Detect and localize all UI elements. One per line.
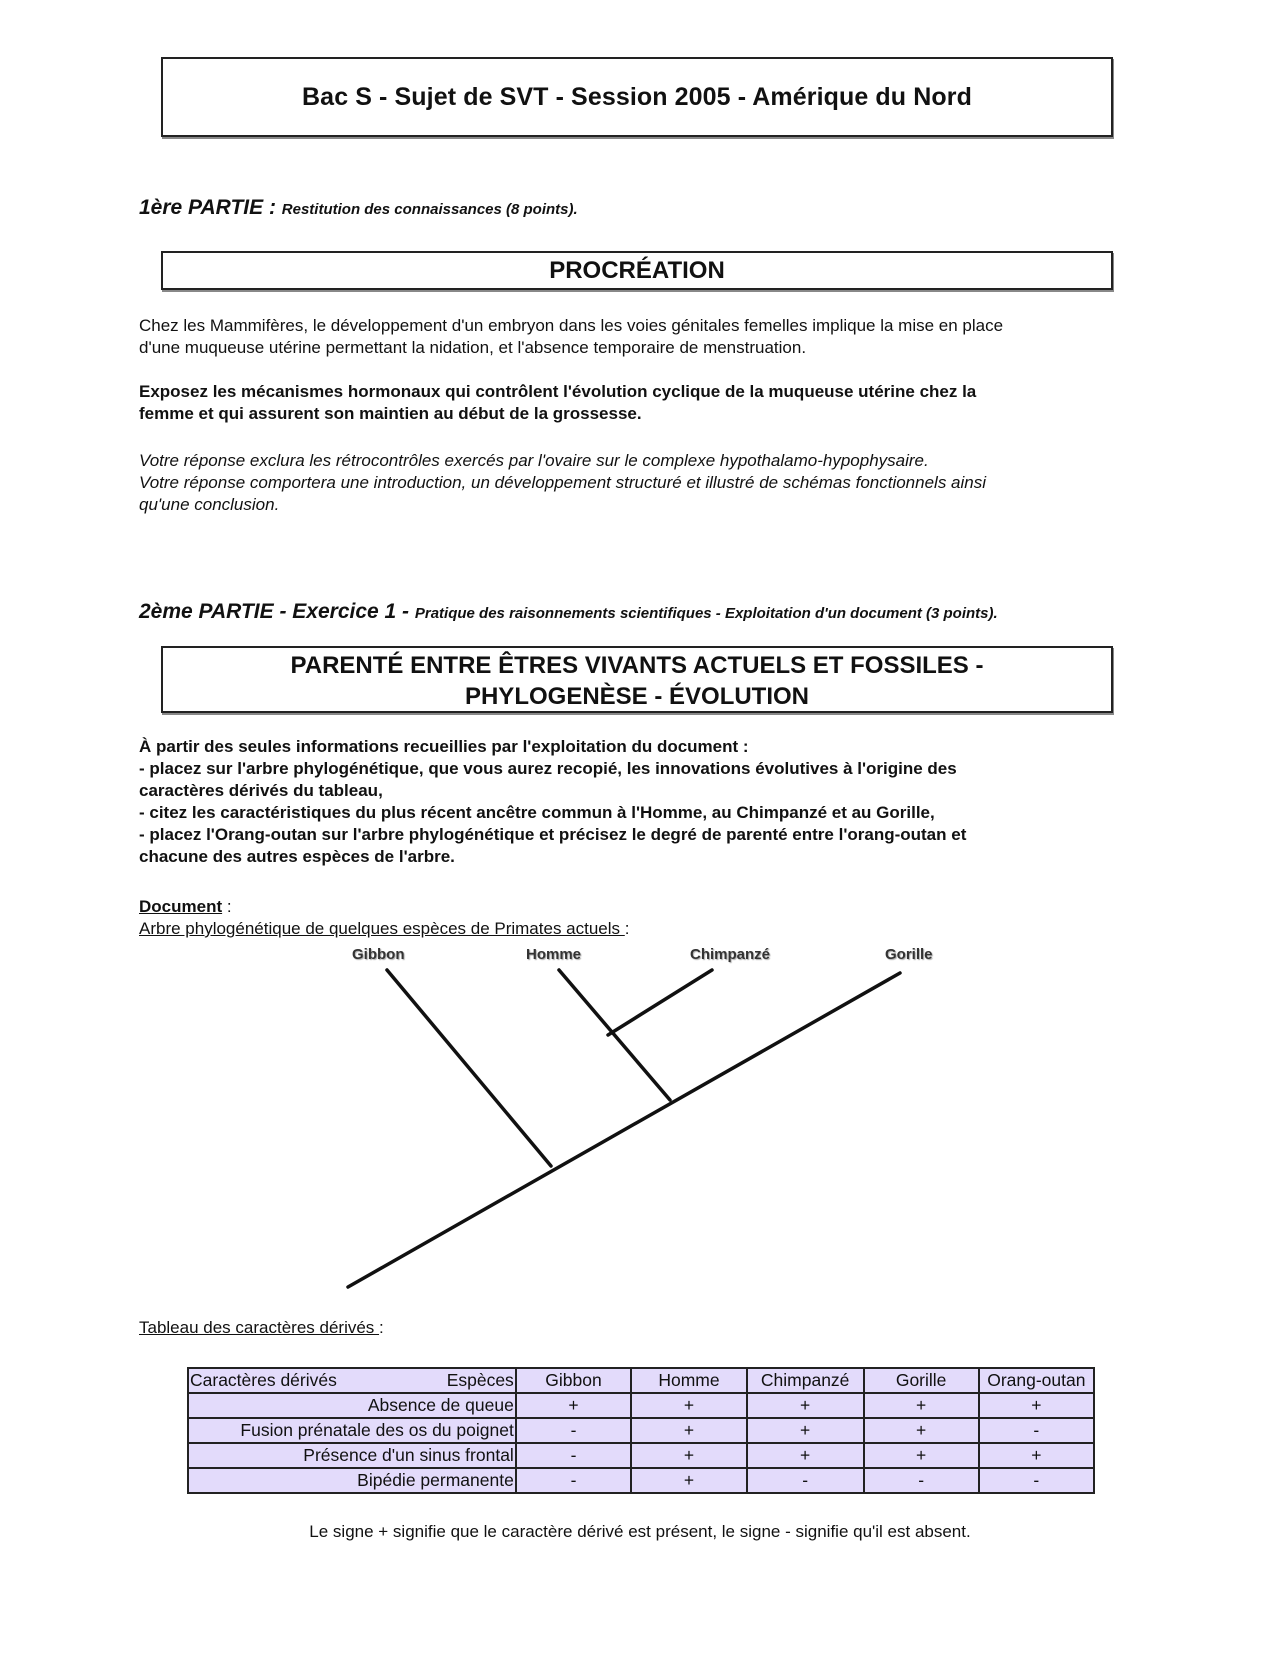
row-label: Bipédie permanente [188,1468,516,1493]
part1-heading-main: 1ère PARTIE : [139,196,282,219]
table-cell: - [979,1418,1094,1443]
part2-heading-main: 2ème PARTIE - Exercice 1 - [139,600,415,623]
note-line: Votre réponse comportera une introduction, un développement structuré et illustré de schémas fonctionnels ainsi [139,473,987,492]
column-header: Chimpanzé [747,1368,864,1393]
table-cell: + [747,1393,864,1418]
table-cell: + [979,1393,1094,1418]
table-cell: - [864,1468,979,1493]
instruction-line: caractères dérivés du tableau, [139,781,383,800]
table-cell: + [747,1418,864,1443]
topic-title-line: PARENTÉ ENTRE ÊTRES VIVANTS ACTUELS ET FOSSILES - [290,652,984,679]
column-header: Orang-outan [979,1368,1094,1393]
row-label: Fusion prénatale des os du poignet [188,1418,516,1443]
table-cell: + [631,1393,747,1418]
column-header: Gibbon [516,1368,631,1393]
table-cell: - [516,1418,631,1443]
row-label: Présence d'un sinus frontal [188,1443,516,1468]
column-header: Homme [631,1368,747,1393]
tree-label-homme: Homme [526,946,582,963]
table-cell: + [979,1443,1094,1468]
tree-branch-gibbon [387,970,551,1166]
tree-label-chimpanze: Chimpanzé [690,946,771,963]
corner-right-label: Espèces [446,1370,514,1390]
table-row [188,1393,1094,1418]
table-cell: + [631,1443,747,1468]
instruction-line: chacune des autres espèces de l'arbre. [139,847,455,866]
table-legend: Le signe + signifie que le caractère dérivé est présent, le signe - signifie qu'il est absent. [309,1522,971,1541]
part2-heading-sub: Pratique des raisonnements scientifiques - Exploitation d'un document (3 points). [414,605,998,622]
table-row [188,1443,1094,1468]
table-corner-cell [188,1368,516,1393]
table-row [188,1468,1094,1493]
intro-line: Chez les Mammifères, le développement d'un embryon dans les voies génitales femelles implique la mise en place [139,316,1004,335]
corner-left-label: Caractères dérivés [190,1370,337,1390]
note-line: qu'une conclusion. [139,495,280,514]
table-row [188,1418,1094,1443]
table-cell: - [979,1468,1094,1493]
instruction-line: - placez sur l'arbre phylogénétique, que vous aurez recopié, les innovations évolutives à l'origine des [139,759,957,778]
topic-title-line: PHYLOGENÈSE - ÉVOLUTION [464,683,810,710]
part1-heading-sub: Restitution des connaissances (8 points). [281,201,578,218]
tree-caption: Arbre phylogénétique de quelques espèces de Primates actuels [139,919,625,938]
instruction-line: À partir des seules informations recueillies par l'exploitation du document : [139,737,749,756]
column-header: Gorille [864,1368,979,1393]
note-line: Votre réponse exclura les rétrocontrôles exercés par l'ovaire sur le complexe hypothalamo-hypophysaire. [139,451,929,470]
tree-label-gorille: Gorille [885,946,933,963]
table-cell: + [747,1443,864,1468]
table-cell: + [864,1443,979,1468]
tree-branch-chimpanze [608,970,712,1035]
table-cell: + [631,1418,747,1443]
row-label: Absence de queue [188,1393,516,1418]
instruction-line: - placez l'Orang-outan sur l'arbre phylogénétique et précisez le degré de parenté entre l'orang-outan et [139,825,967,844]
intro-line: d'une muqueuse utérine permettant la nidation, et l'absence temporaire de menstruation. [139,338,807,357]
table-cell: - [516,1443,631,1468]
instruction-line: - citez les caractéristiques du plus récent ancêtre commun à l'Homme, au Chimpanzé et au Gorille, [139,803,935,822]
question-line: femme et qui assurent son maintien au début de la grossesse. [139,404,642,423]
tree-label-gibbon: Gibbon [352,946,405,963]
document-label: Document [139,897,223,916]
document-title: Bac S - Sujet de SVT - Session 2005 - Amérique du Nord [302,82,972,111]
table-header-row [188,1368,1094,1393]
table-cell: + [516,1393,631,1418]
tree-caption-colon: : [624,919,630,938]
document-colon: : [222,897,232,916]
topic-title-procreation: PROCRÉATION [549,257,725,284]
table-cell: + [631,1468,747,1493]
table-caption: Tableau des caractères dérivés [139,1318,380,1337]
table-cell: + [864,1393,979,1418]
table-caption-row [139,1317,384,1339]
table-cell: - [747,1468,864,1493]
table-cell: - [516,1468,631,1493]
question-line: Exposez les mécanismes hormonaux qui contrôlent l'évolution cyclique de la muqueuse utérine chez la [139,382,977,401]
tree-branch-homme [559,970,670,1100]
table-cell: + [864,1418,979,1443]
table-caption-colon: : [379,1318,384,1337]
derived-characters-table [187,1367,1095,1494]
